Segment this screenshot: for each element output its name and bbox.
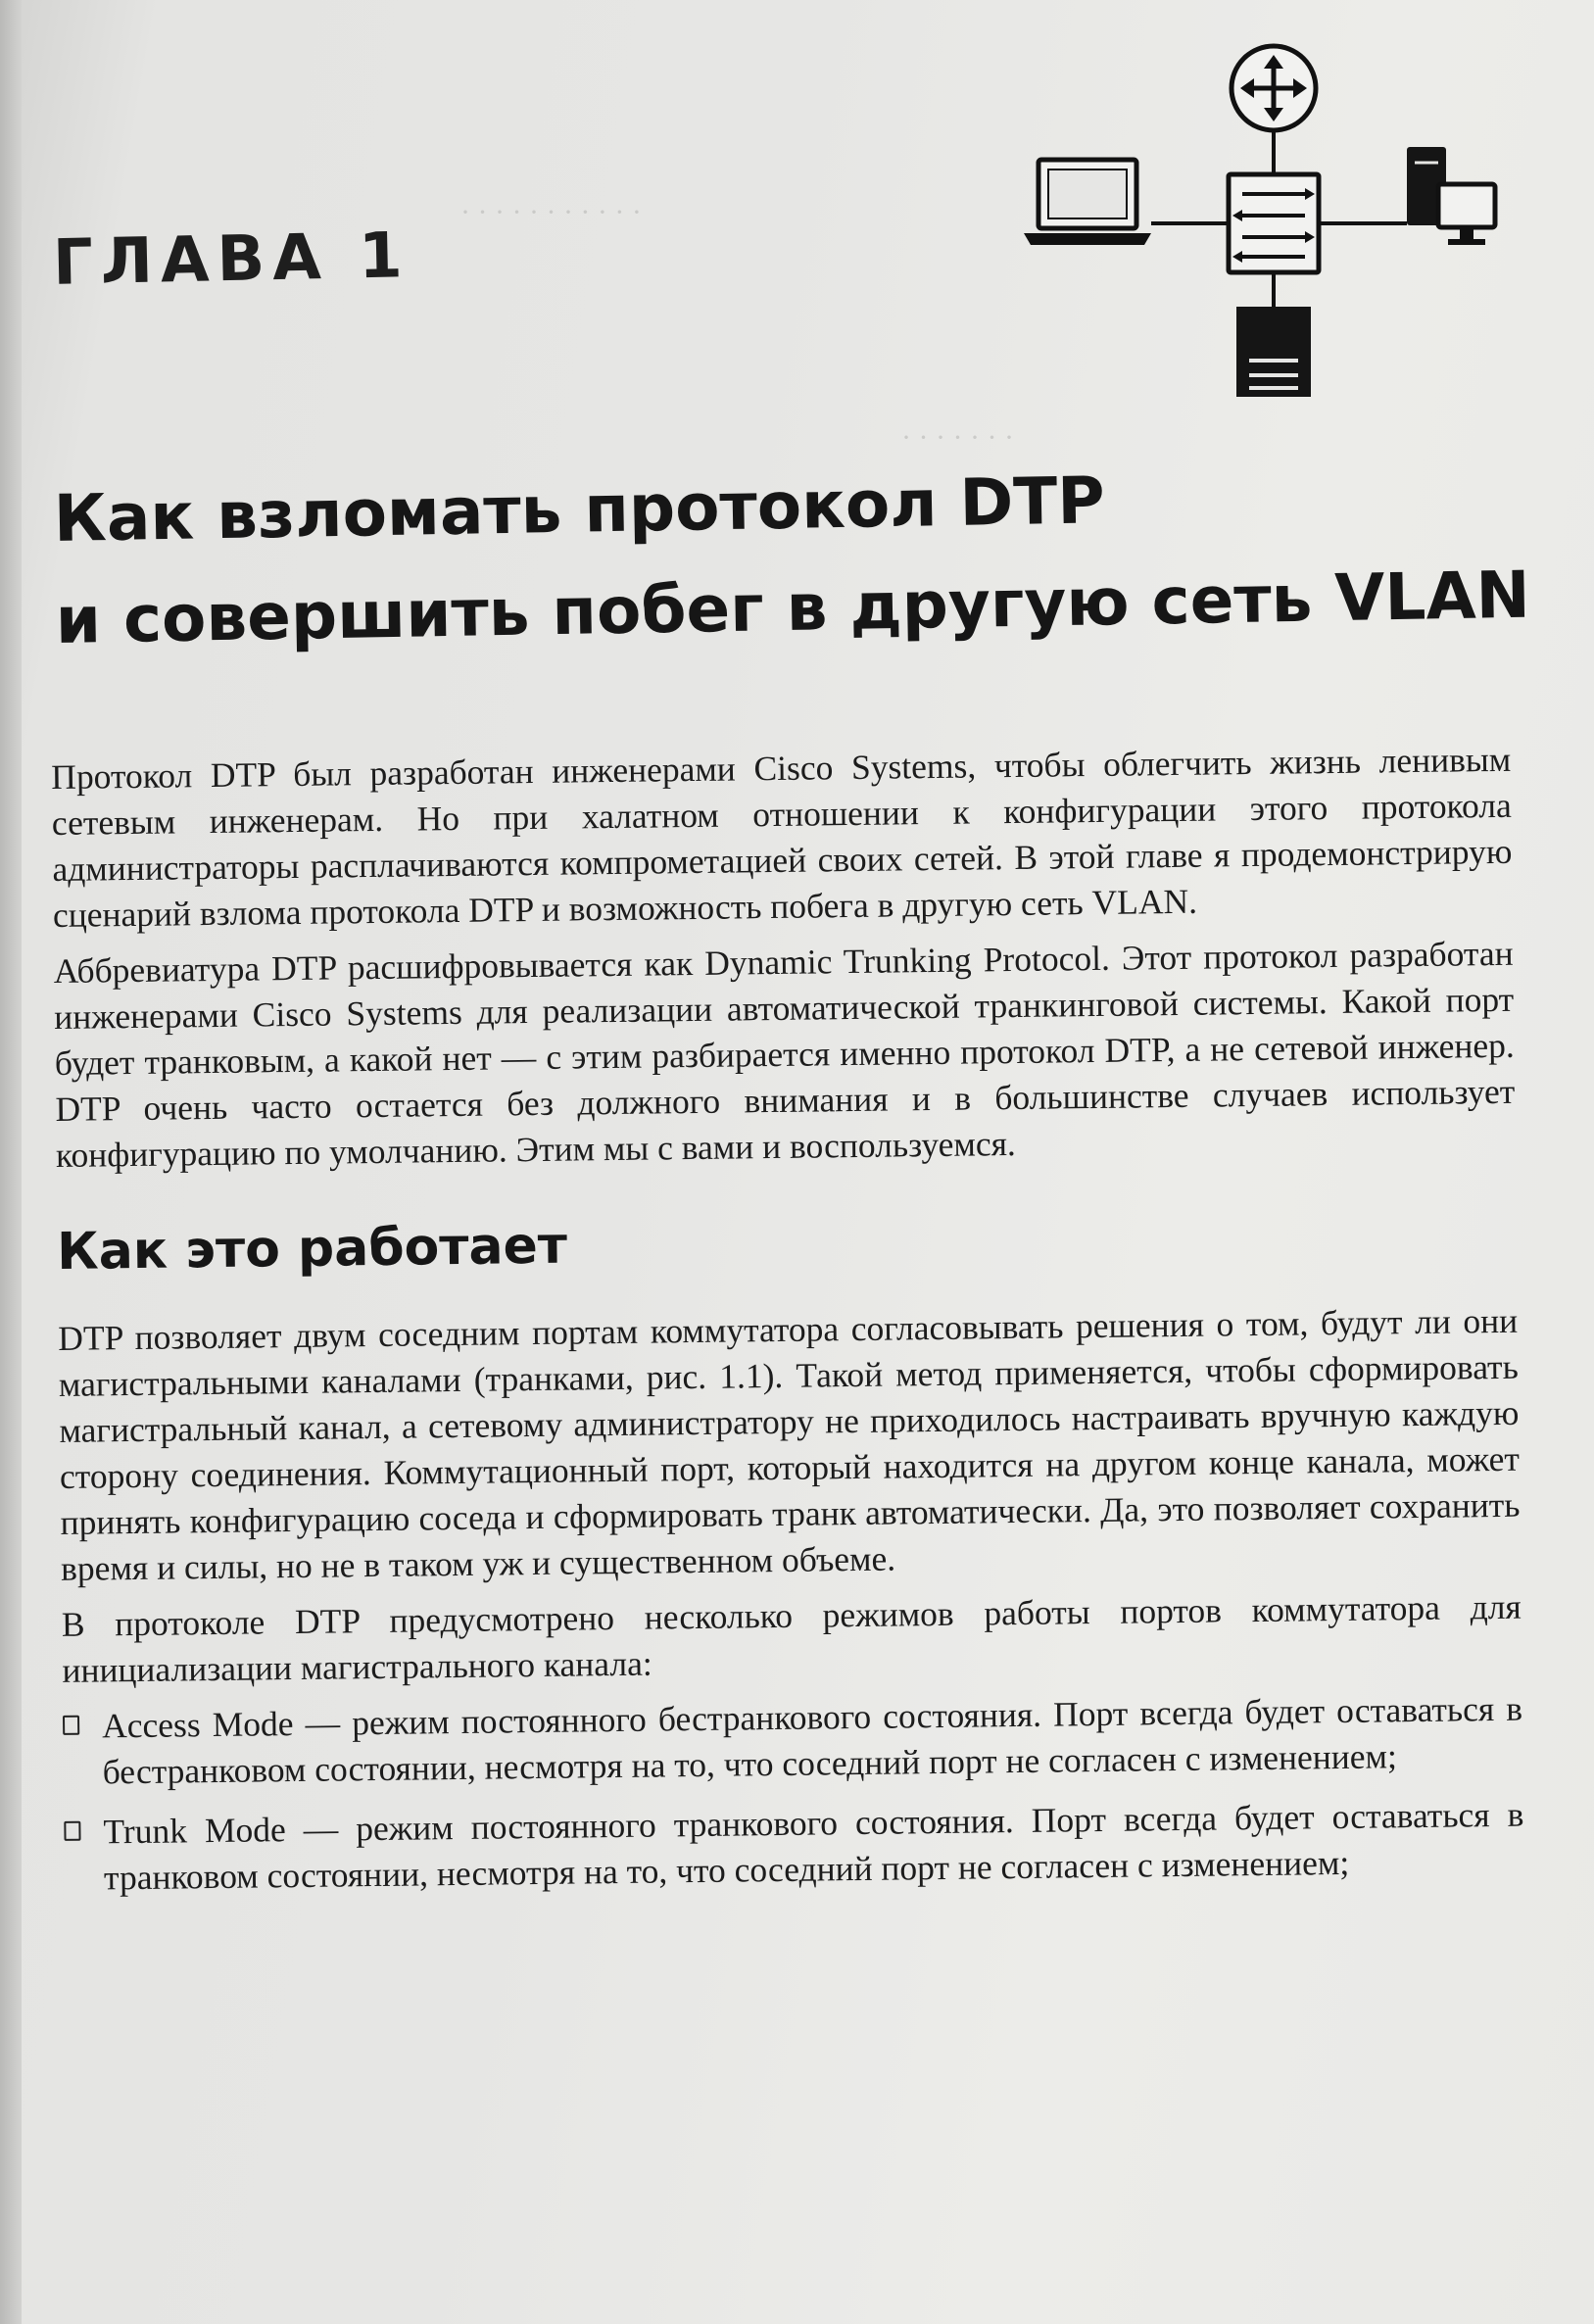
page-spine-shadow (0, 0, 22, 2324)
chapter-label: ГЛАВА 1 (52, 219, 411, 300)
laptop-icon (1024, 160, 1151, 245)
server-icon (1236, 307, 1311, 397)
section-paragraph-1: DTP позволяет двум соседним портам коммутатора согласовывать решения о том, будут ли они магистральными каналами (транками, рис. 1.1). Такой метод применяется, чтобы сформировать магистральный канал, а сетевому администратору не приходилось настраивать вручную каждую сторону соединения. Коммутационный порт, который находится на другом конце канала, может принять конфигурацию соседа и сформировать транк автоматически. Да, это позволяет сохранить время и силы, но не в таком уж и существенном объеме. (58, 1300, 1521, 1588)
list-item-text: Access Mode — режим постоянного бестранкового состояния. Порт всегда будет оставаться в бестранковом состоянии, несмотря на то, что соседний порт не согласен с изменением; (101, 1688, 1523, 1792)
bleed-through-decoration: · · · · · · · (901, 421, 1014, 454)
router-icon (1232, 46, 1316, 130)
chapter-title-line-2: и совершить побег в другую сеть VLAN (55, 557, 1531, 658)
workstation-icon (1407, 147, 1495, 245)
page-body (51, 737, 1524, 1915)
bleed-through-decoration: · · · · · · · · · · · (460, 196, 642, 228)
section-heading: Как это работает (56, 1216, 568, 1282)
network-illustration (1019, 37, 1509, 410)
intro-paragraph-2: Аббревиатура DTP расшифровывается как Dynamic Trunking Protocol. Этот протокол разработан инженерами Cisco Systems для реализации автоматической транкинговой системы. Какой порт будет транковым, а какой нет — с этим разбирается именно протокол DTP, а не сетевой инженер. DTP очень часто остается без должного внимания и в большинстве случаев использует конфигурацию по умолчанию. Этим мы с вами и воспользуемся. (53, 933, 1516, 1175)
dtp-modes-list (63, 1686, 1524, 1902)
list-item-text: Trunk Mode — режим постоянного транкового состояния. Порт всегда будет оставаться в транковом состоянии, несмотря на то, что соседний порт не согласен с изменением; (103, 1794, 1524, 1898)
chapter-title (53, 442, 1545, 671)
list-item (63, 1686, 1523, 1796)
checkbox-bullet-icon (63, 1716, 79, 1735)
section-paragraph-2: В протоколе DTP предусмотрено несколько режимов работы портов коммутатора для инициализации магистрального канала: (61, 1586, 1522, 1690)
list-item (64, 1792, 1524, 1902)
switch-icon (1229, 174, 1319, 272)
chapter-title-line-1: Как взломать протокол DTP (53, 462, 1106, 557)
intro-paragraph-1: Протокол DTP был разработан инженерами Cisco Systems, чтобы облегчить жизнь ленивым сетевым инженерам. Но при халатном отношении к конфигурации этого протокола администраторы расплачиваются компрометацией своих сетей. В этой главе я продемонстрирую сценарий взлома протокола DTP и возможность побега в другую сеть VLAN. (51, 739, 1513, 935)
checkbox-bullet-icon (64, 1821, 80, 1841)
